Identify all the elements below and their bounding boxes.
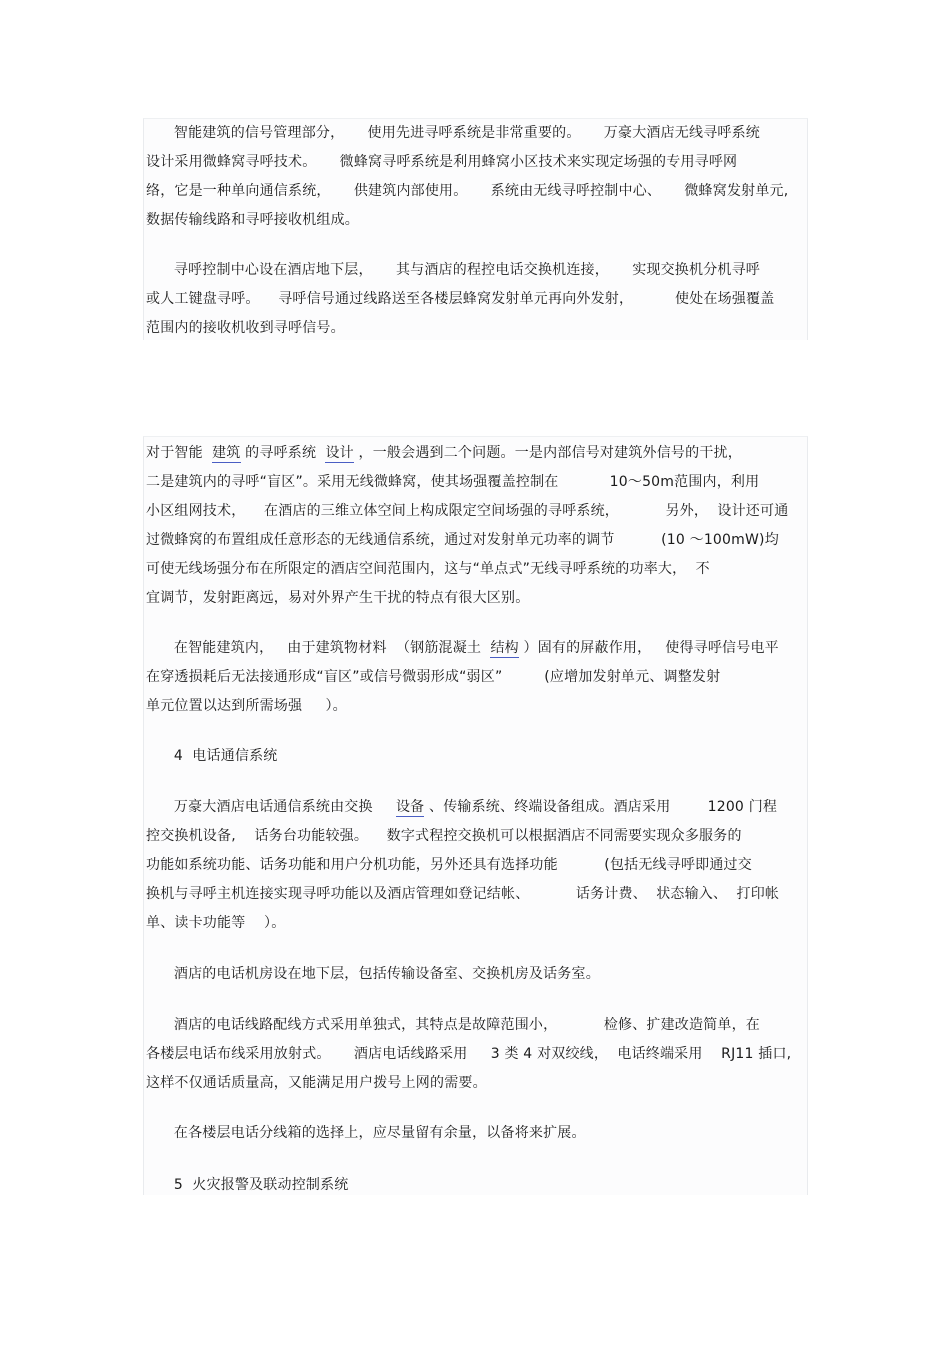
paragraph-line: 酒店的电话机房设在地下层，包括传输设备室、交换机房及话务室。	[146, 966, 600, 982]
paragraph-line: 寻呼控制中心设在酒店地下层， 其与酒店的程控电话交换机连接， 实现交换机分机寻呼	[146, 262, 761, 278]
section-heading: 4 电话通信系统	[146, 748, 278, 764]
text-panel-top	[143, 118, 808, 340]
paragraph-line: 酒店的电话线路配线方式采用单独式，其特点是故障范围小， 检修、扩建改造简单，在	[146, 1017, 761, 1033]
paragraph-line: 二是建筑内的寻呼“盲区”。采用无线微蜂窝，使其场强覆盖控制在 10～50m范围内，利用	[146, 474, 760, 490]
text-segment: 对于智能	[146, 445, 213, 461]
text-segment: 万豪大酒店电话通信系统由交换	[146, 799, 396, 815]
paragraph-line: 在穿透损耗后无法接通形成“盲区”或信号微弱形成“弱区” (应增加发射单元、调整发射	[146, 669, 721, 685]
paragraph-line: 单元位置以达到所需场强 ）。	[146, 698, 347, 714]
paragraph-line-with-links	[146, 443, 742, 463]
paragraph-line-with-links	[146, 797, 777, 817]
section-heading: 5 火灾报警及联动控制系统	[146, 1177, 349, 1193]
link-equipment[interactable]: 设备	[395, 799, 425, 815]
paragraph-line: 设计采用微蜂窝寻呼技术。 微蜂窝寻呼系统是利用蜂窝小区技术来实现定场强的专用寻呼网	[146, 154, 738, 170]
paragraph-line: 宜调节，发射距离远，易对外界产生干扰的特点有很大区别。	[146, 590, 530, 606]
paragraph-line: 可使无线场强分布在所限定的酒店空间范围内，这与“单点式”无线寻呼系统的功率大， 不	[146, 561, 710, 577]
text-segment: ，一般会遇到二个问题。一是内部信号对建筑外信号的干扰，	[353, 445, 742, 461]
text-segment: 、传输系统、终端设备组成。酒店采用 1200 门程	[424, 799, 778, 815]
paragraph-line: 络，它是一种单向通信系统， 供建筑内部使用。 系统由无线寻呼控制中心、 微蜂窝发射单元,	[146, 183, 789, 199]
paragraph-line: 功能如系统功能、话务功能和用户分机功能，另外还具有选择功能 (包括无线寻呼即通过交	[146, 857, 752, 873]
paragraph-line: 小区组网技术， 在酒店的三维立体空间上构成限定空间场强的寻呼系统， 另外， 设计还可通	[146, 503, 789, 519]
paragraph-line: 范围内的接收机收到寻呼信号。	[146, 320, 345, 336]
paragraph-line: 单、读卡功能等 ）。	[146, 915, 286, 931]
link-building[interactable]: 建筑	[212, 445, 241, 461]
paragraph-line: 智能建筑的信号管理部分， 使用先进寻呼系统是非常重要的。 万豪大酒店无线寻呼系统	[146, 125, 761, 141]
paragraph-line: 过微蜂窝的布置组成任意形态的无线通信系统，通过对发射单元功率的调节 (10 ～100mW)均	[146, 532, 779, 548]
text-segment: 在智能建筑内， 由于建筑物材料 （钢筋混凝土	[146, 640, 491, 656]
paragraph-line: 或人工键盘寻呼。 寻呼信号通过线路送至各楼层蜂窝发射单元再向外发射， 使处在场强覆盖	[146, 291, 775, 307]
paragraph-line: 在各楼层电话分线箱的选择上，应尽量留有余量，以备将来扩展。	[146, 1125, 586, 1141]
paragraph-line: 换机与寻呼主机连接实现寻呼功能以及酒店管理如登记结帐、 话务计费、 状态输入、 打印帐	[146, 886, 780, 902]
paragraph-line: 数据传输线路和寻呼接收机组成。	[146, 212, 359, 228]
text-segment: 的寻呼系统	[240, 445, 326, 461]
paragraph-line: 这样不仅通话质量高，又能满足用户拨号上网的需要。	[146, 1075, 487, 1091]
link-structure[interactable]: 结构	[490, 640, 519, 656]
text-panel-main	[143, 436, 808, 1195]
paragraph-line: 各楼层电话布线采用放射式。 酒店电话线路采用 3 类 4 对双绞线， 电话终端采用 RJ11 插口,	[146, 1046, 792, 1062]
text-segment: ）固有的屏蔽作用， 使得寻呼信号电平	[518, 640, 779, 656]
paragraph-line: 控交换机设备, 话务台功能较强。 数字式程控交换机可以根据酒店不同需要实现众多服务的	[146, 828, 742, 844]
link-design[interactable]: 设计	[325, 445, 354, 461]
paragraph-line-with-links	[146, 638, 779, 658]
